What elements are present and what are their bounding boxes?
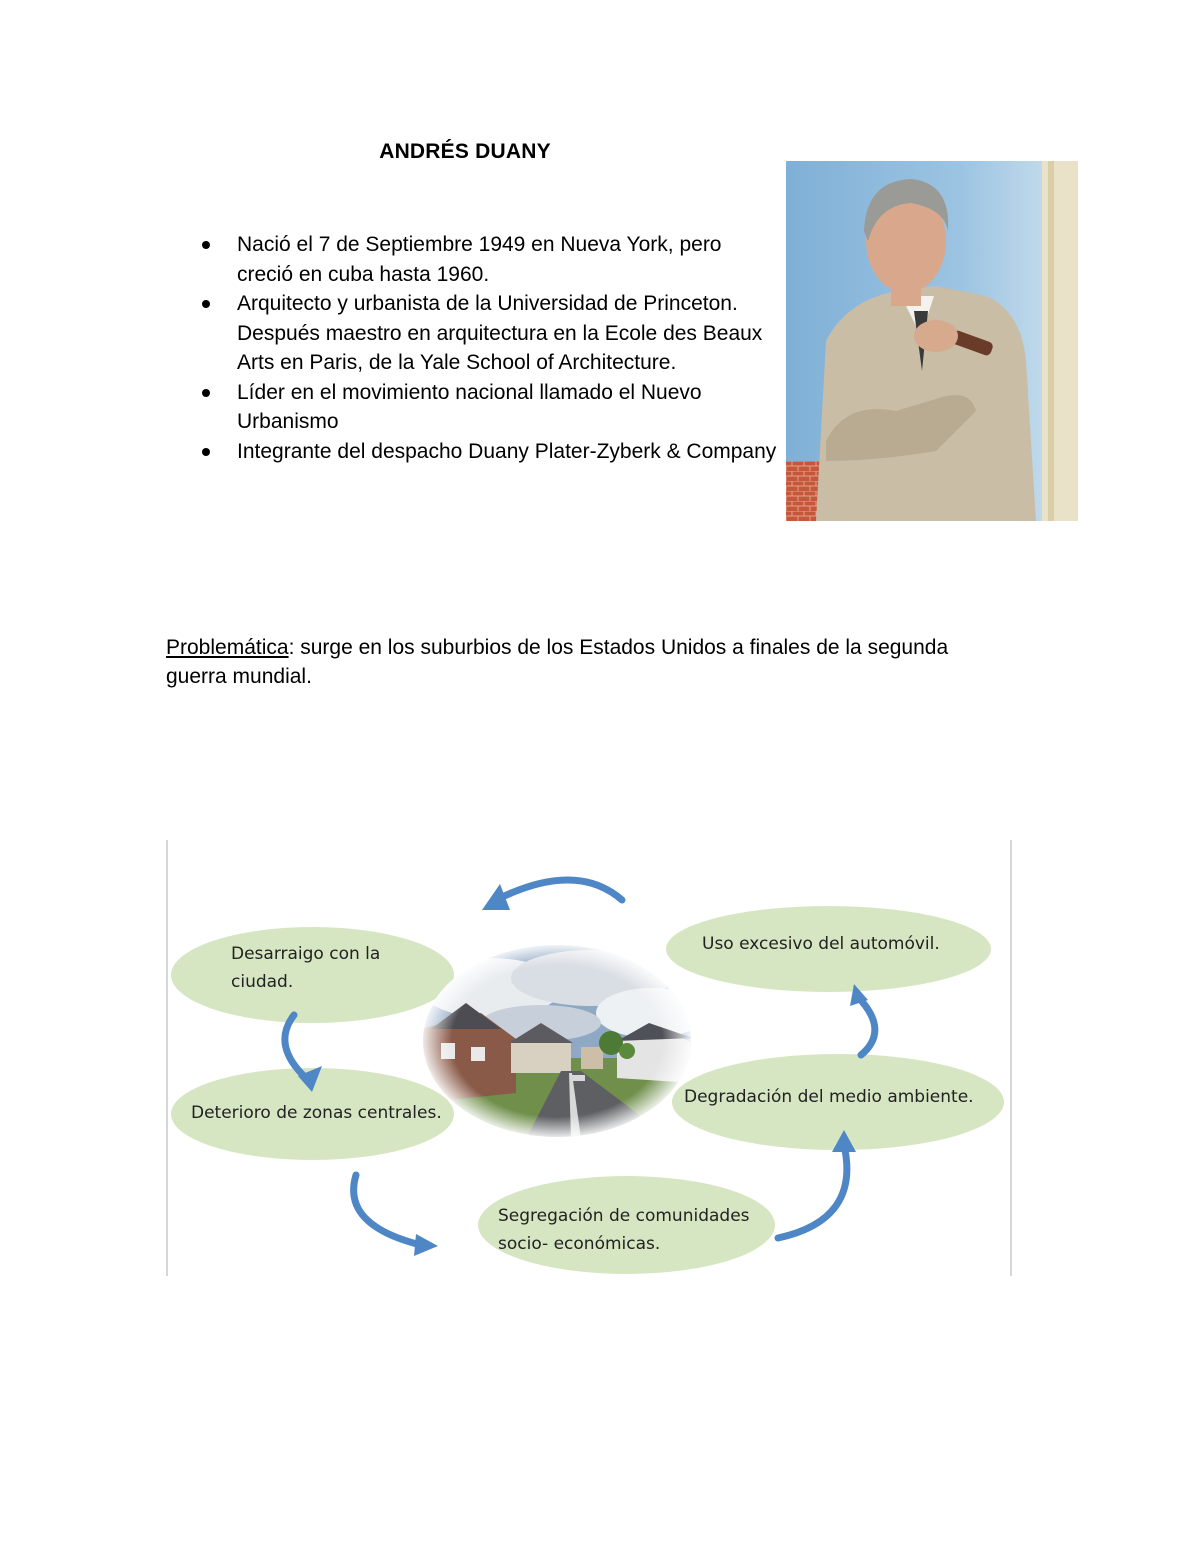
cycle-arrows [166,840,1012,1276]
node-automovil-label: Uso excesivo del automóvil. [702,934,940,954]
bullet-item [198,437,778,467]
arrow-top [496,880,622,900]
problem-cycle-diagram [166,840,1012,1276]
node-segregacion-label: Segregación de comunidades socio- económicas. [498,1206,750,1254]
problem-statement [166,633,966,691]
bullet-item [198,378,778,437]
bullet-item [198,289,778,378]
bullet-item [198,230,778,289]
page-title: ANDRÉS DUANY [379,140,551,163]
bullet-dot [202,389,210,397]
bullet-text: Líder en el movimiento nacional llamado el Nuevo Urbanismo [237,380,702,433]
node-desarraigo-label: Desarraigo con la ciudad. [231,944,381,992]
problem-label: Problemática [166,636,289,659]
arrow-left-bottom [354,1175,421,1245]
arrow-bottom-right-head [832,1130,856,1152]
bullet-dot [202,448,210,456]
node-degradacion-label: Degradación del medio ambiente. [684,1087,974,1107]
bullet-dot [202,300,210,308]
arrow-left-bottom-head [414,1234,438,1256]
bullet-text: Arquitecto y urbanista de la Universidad de Princeton. Después maestro en arquitectura en la Ecole des Beaux Arts en Paris, de la Yale School of Architecture. [237,292,763,374]
portrait-photo [786,161,1078,521]
problem-text: : surge en los suburbios de los Estados Unidos a finales de la segunda guerra mundial. [166,636,949,688]
bullet-text: Integrante del despacho Duany Plater-Zyberk & Company [237,439,777,463]
node-deterioro-label: Deterioro de zonas centrales. [191,1103,442,1123]
arrow-bottom-right [778,1145,847,1238]
bullet-text: Nació el 7 de Septiembre 1949 en Nueva York, pero creció en cuba hasta 1960. [237,233,722,286]
biography-list [198,230,778,466]
arrow-right-up [856,995,875,1055]
bullet-dot [202,241,210,249]
arrow-left-down [285,1015,306,1078]
